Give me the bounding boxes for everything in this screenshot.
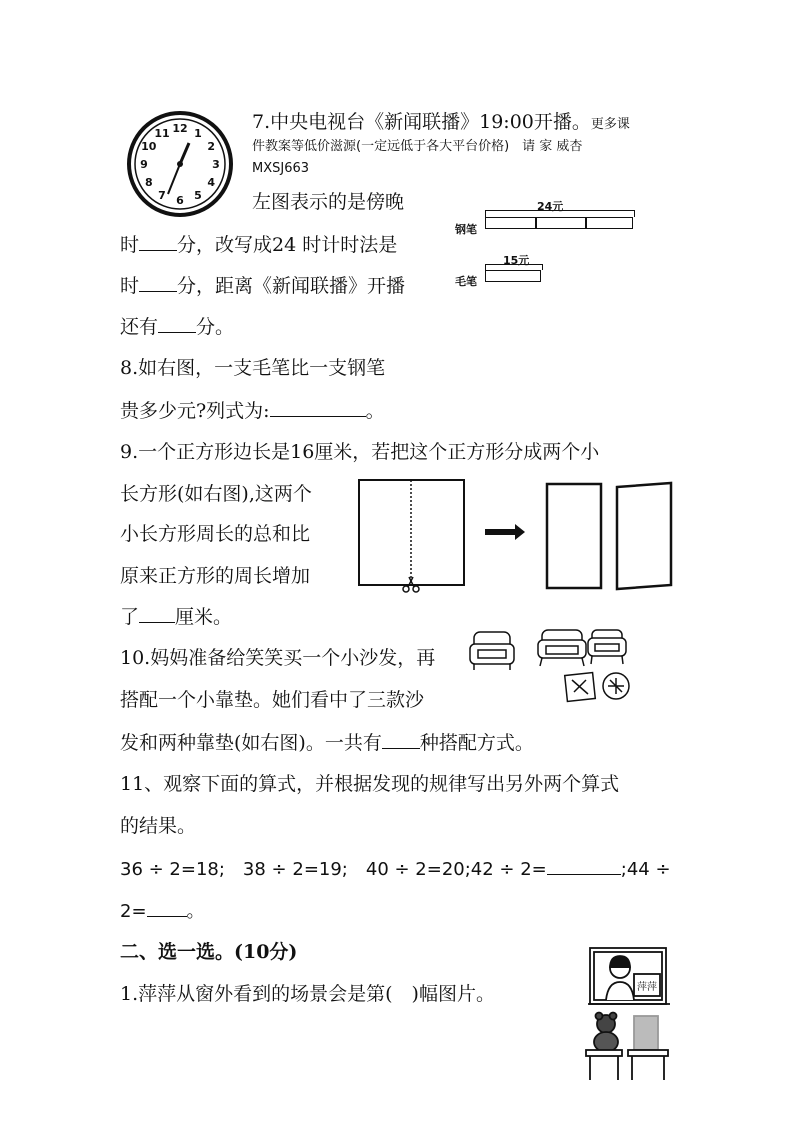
q11-line2: 的结果。 bbox=[120, 815, 197, 837]
arrow-right-icon bbox=[485, 524, 525, 540]
q11-line1: 11、观察下面的算式，并根据发现的规律写出另外两个算式 bbox=[120, 773, 620, 795]
bear-icon bbox=[594, 1013, 618, 1053]
brush-label: 毛笔 bbox=[455, 275, 477, 288]
q9-line2: 长方形(如右图),这两个 bbox=[120, 483, 312, 505]
sofa-icon bbox=[538, 630, 586, 666]
q10-line2: 搭配一个小靠垫。她们看中了三款沙 bbox=[120, 689, 425, 711]
clock-numeral: 12 bbox=[172, 122, 188, 135]
q7-line4: 时 分，距离《新闻联播》开播 bbox=[120, 275, 406, 297]
q9-line5: 了 厘米。 bbox=[120, 606, 233, 628]
q7-line5: 还有 分。 bbox=[120, 316, 235, 338]
answer-blank[interactable] bbox=[382, 730, 420, 749]
clock-numeral: 1 bbox=[194, 126, 202, 140]
clock-numeral: 4 bbox=[207, 176, 216, 189]
clock-numeral: 11 bbox=[154, 126, 170, 140]
clock-numeral: 9 bbox=[140, 158, 148, 171]
clock-illustration bbox=[126, 110, 234, 218]
q7-line3: 时 分，改写成24 时计时法是 bbox=[120, 234, 398, 256]
answer-blank[interactable] bbox=[139, 604, 175, 623]
sofa-icon bbox=[588, 630, 626, 664]
answer-blank[interactable] bbox=[547, 856, 621, 875]
answer-blank[interactable] bbox=[139, 232, 177, 251]
square-cut-figure bbox=[355, 477, 675, 595]
clock-numeral: 2 bbox=[207, 140, 216, 153]
q8-line2: 贵多少元?列式为: 。 bbox=[120, 400, 385, 422]
clock-numeral: 5 bbox=[194, 189, 202, 203]
minute-hand bbox=[168, 164, 180, 194]
clock-numeral: 3 bbox=[212, 158, 220, 171]
section-title: 二、选一选。(10分) bbox=[120, 941, 298, 963]
q7-ad-line: 件教案等低价滋源(一定远低于各大平台价格) 请 家 威杏 bbox=[252, 139, 583, 154]
q11-equation-cont: 2= 。 bbox=[120, 898, 205, 924]
q11-equations: 36 ÷ 2=18; 38 ÷ 2=19; 40 ÷ 2=20;42 ÷ 2= ;44 ÷ bbox=[120, 856, 671, 882]
pen-label: 钢笔 bbox=[455, 223, 477, 236]
cushion-icon bbox=[565, 673, 596, 702]
window-scene-figure bbox=[584, 946, 674, 1086]
q9-line3: 小长方形周长的总和比 bbox=[120, 523, 311, 545]
answer-blank[interactable] bbox=[158, 314, 196, 333]
pen-price-label: 24元 bbox=[537, 200, 564, 213]
sofa-icon bbox=[470, 632, 514, 670]
q7-line1: 7.中央电视台《新闻联播》19:00开播。更多课 bbox=[252, 111, 630, 133]
brush-price-label: 15元 bbox=[503, 254, 530, 267]
q9-line4: 原来正方形的周长增加 bbox=[120, 565, 311, 587]
answer-blank[interactable] bbox=[270, 398, 366, 417]
answer-blank[interactable] bbox=[139, 273, 177, 292]
clock-numeral: 7 bbox=[158, 189, 166, 203]
answer-blank[interactable] bbox=[147, 898, 187, 917]
hour-hand bbox=[180, 143, 189, 164]
q7-ad-code: MXSJ663 bbox=[252, 161, 310, 176]
q2-1-text: 1.萍萍从窗外看到的场景会是第( )幅图片。 bbox=[120, 983, 495, 1005]
price-bar-figure bbox=[455, 192, 615, 292]
sofa-cushion-figure bbox=[468, 624, 638, 706]
clock-numeral: 10 bbox=[141, 140, 157, 153]
clock-numeral: 8 bbox=[144, 176, 153, 189]
q10-line3: 发和两种靠垫(如右图)。一共有 种搭配方式。 bbox=[120, 732, 534, 754]
q8-line1: 8.如右图，一支毛笔比一支钢笔 bbox=[120, 357, 386, 379]
name-tag: 萍萍 bbox=[637, 982, 657, 993]
q9-line1: 9.一个正方形边长是16厘米，若把这个正方形分成两个小 bbox=[120, 441, 600, 463]
q7-line2: 左图表示的是傍晚 bbox=[252, 191, 405, 213]
cushion-icon bbox=[603, 673, 629, 699]
q10-line1: 10.妈妈准备给笑笑买一个小沙发，再 bbox=[120, 647, 436, 669]
clock-numeral: 6 bbox=[176, 194, 184, 207]
